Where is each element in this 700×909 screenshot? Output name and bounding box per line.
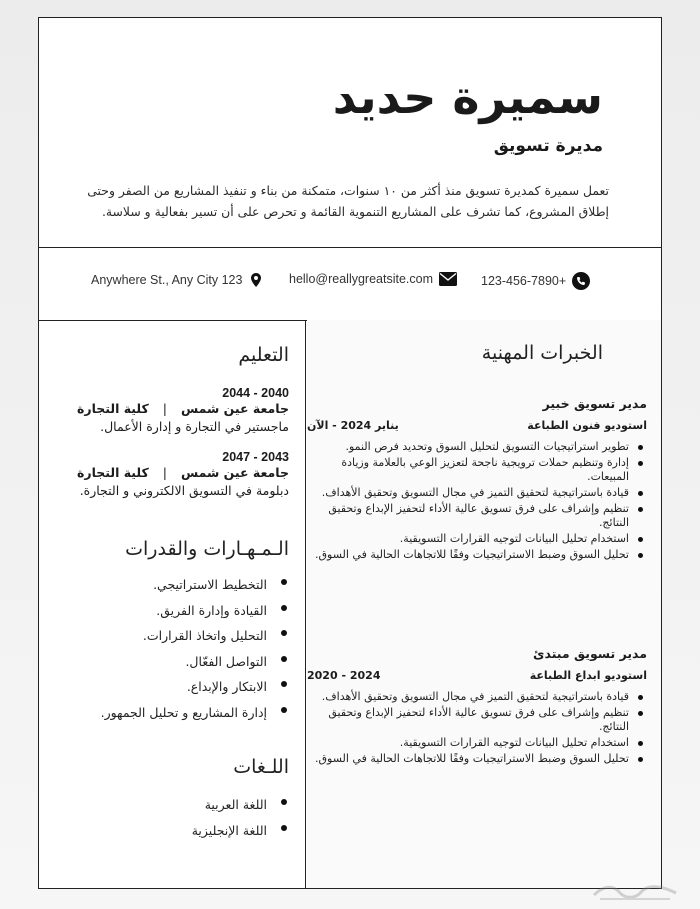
skills-heading: الـمـهـارات والقدرات — [125, 538, 289, 560]
list-item: استخدام تحليل البيانات لتوجيه القرارات التسويقية. — [307, 736, 647, 750]
job-meta — [307, 419, 647, 432]
skills-list — [101, 572, 289, 725]
phone-text[interactable]: 123-456-7890+ — [481, 274, 567, 288]
education-years: 2044 - 2040 — [222, 386, 289, 400]
languages-list — [192, 792, 289, 843]
education-years: 2047 - 2043 — [222, 450, 289, 464]
list-item: تحليل السوق وضبط الاستراتيجيات وفقًا للاتجاهات الحالية في السوق. — [307, 752, 647, 766]
location-pin-icon — [248, 272, 264, 288]
list-item: تطوير استراتيجيات التسويق لتحليل السوق وتحديد فرص النمو. — [307, 440, 647, 454]
address-text: Anywhere St., Any City 123 — [91, 273, 243, 287]
contact-email[interactable] — [289, 272, 457, 286]
list-item: قيادة باستراتيجية لتحقيق التميز في مجال التسويق وتحقيق الأهداف. — [307, 690, 647, 704]
list-item: تنظيم وإشراف على فرق تسويق عالية الأداء لتحفيز الإبداع وتحقيق النتائج. — [307, 706, 647, 734]
job-entry — [307, 396, 647, 564]
email-text[interactable]: hello@reallygreatsite.com — [289, 272, 434, 286]
envelope-icon — [439, 272, 457, 286]
job-role: مدير تسويق مبتدئ — [533, 646, 647, 661]
watermark-logo-icon — [590, 881, 680, 903]
college-name: كلية التجارة — [77, 465, 149, 480]
left-column — [39, 320, 305, 888]
person-job-title: مديرة تسويق — [493, 136, 603, 156]
column-divider — [305, 320, 306, 888]
list-item: التحليل واتخاذ القرارات. — [101, 623, 289, 649]
person-name: سميرة حديد — [332, 70, 603, 124]
list-item: استخدام تحليل البيانات لتوجيه القرارات التسويقية. — [307, 532, 647, 546]
education-item — [49, 450, 289, 500]
job-bullets — [307, 690, 647, 766]
university-name: جامعة عين شمس — [180, 401, 289, 416]
list-item: القيادة وإدارة الفريق. — [101, 598, 289, 624]
list-item: التواصل الفعّال. — [101, 649, 289, 675]
education-item — [49, 386, 289, 436]
list-item: الابتكار والإبداع. — [101, 674, 289, 700]
languages-heading: اللـغات — [233, 756, 289, 778]
job-dates: يناير 2024 - الآن — [307, 419, 399, 432]
education-institution: جامعة عين شمس|كلية التجارة — [77, 465, 289, 480]
university-name: جامعة عين شمس — [180, 465, 289, 480]
education-degree: دبلومة في التسويق الالكتروني و التجارة. — [79, 483, 289, 498]
phone-icon — [572, 272, 590, 290]
job-company: استوديو فنون الطباعة — [527, 419, 647, 432]
list-item: تحليل السوق وضبط الاستراتيجيات وفقًا للاتجاهات الحالية في السوق. — [307, 548, 647, 562]
list-item: تنظيم وإشراف على فرق تسويق عالية الأداء لتحفيز الإبداع وتحقيق النتائج. — [307, 502, 647, 530]
education-degree: ماجستير في التجارة و إدارة الأعمال. — [100, 419, 289, 434]
college-name: كلية التجارة — [77, 401, 149, 416]
list-item: اللغة العربية — [192, 792, 289, 818]
list-item: إدارة المشاريع و تحليل الجمهور. — [101, 700, 289, 726]
education-institution: جامعة عين شمس|كلية التجارة — [77, 401, 289, 416]
job-meta — [307, 669, 647, 682]
job-role: مدير تسويق خبير — [542, 396, 647, 411]
profile-summary: تعمل سميرة كمديرة تسويق منذ أكثر من ١٠ سنوات، متمكنة من بناء و تنفيذ المشاريع من الصفر وحتى إطلاق المشروع، كما تشرف على المشاريع التنموية القائمة و تحرص على أن تسير بفعالية و سلاسة. — [87, 183, 609, 219]
list-item: إدارة وتنظيم حملات ترويجية ناجحة لتعزيز الوعي بالعلامة وزيادة المبيعات. — [307, 456, 647, 484]
education-heading: التعليم — [238, 344, 289, 366]
resume-page — [38, 17, 662, 889]
job-company: استوديو ابداع الطباعة — [529, 669, 647, 682]
list-item: قيادة باستراتيجية لتحقيق التميز في مجال التسويق وتحقيق الأهداف. — [307, 486, 647, 500]
contact-phone[interactable] — [481, 272, 590, 290]
job-bullets — [307, 440, 647, 562]
list-item: اللغة الإنجليزية — [192, 818, 289, 844]
right-column — [307, 320, 661, 888]
list-item: التخطيط الاستراتيجي. — [101, 572, 289, 598]
contact-address — [91, 272, 264, 288]
contact-row — [39, 248, 661, 320]
experience-heading: الخبرات المهنية — [481, 342, 603, 364]
job-entry — [307, 646, 647, 768]
job-dates: 2024 - 2020 — [307, 669, 381, 682]
